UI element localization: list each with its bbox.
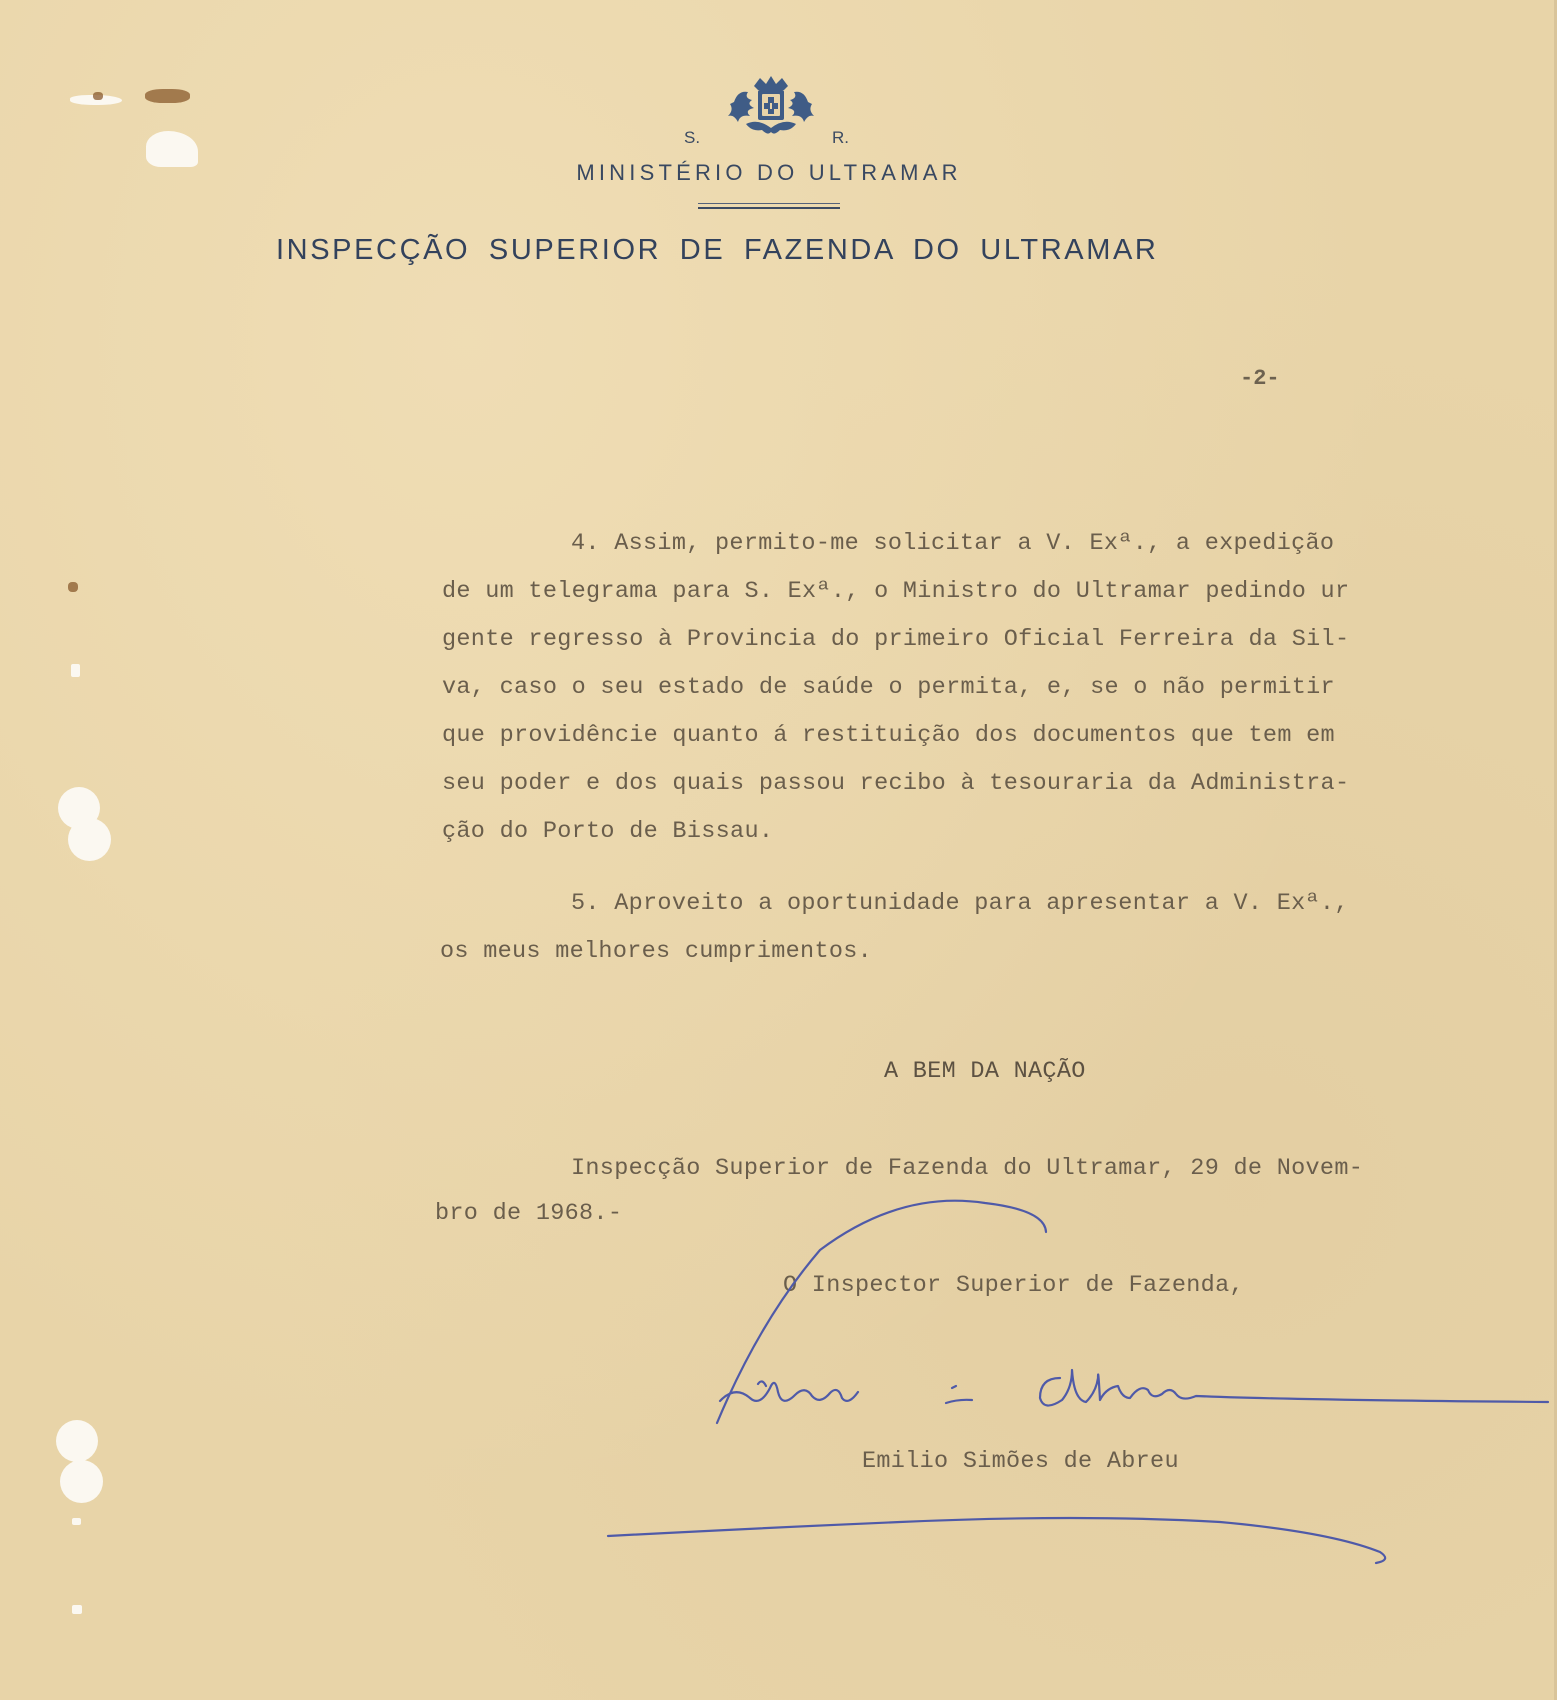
rust-stain: [145, 89, 190, 103]
signatory-title: O Inspector Superior de Fazenda,: [783, 1272, 1244, 1299]
paragraph-line: os meus melhores cumprimentos.: [440, 938, 873, 965]
signatory-name: Emilio Simões de Abreu: [862, 1448, 1179, 1475]
pin-hole: [72, 1605, 82, 1614]
page-number: -2-: [1240, 366, 1280, 391]
pin-hole: [72, 1518, 81, 1525]
letterhead-initial-s: S.: [684, 128, 701, 147]
department-name: INSPECÇÃO SUPERIOR DE FAZENDA DO ULTRAMAR: [276, 234, 1159, 266]
rust-spot: [68, 582, 78, 592]
punch-hole: [60, 1460, 103, 1503]
paragraph-line: que providêncie quanto á restituição dos documentos que tem em: [442, 722, 1335, 749]
pin-hole: [71, 664, 80, 677]
paragraph-line: de um telegrama para S. Exª., o Ministro do Ultramar pedindo ur: [442, 578, 1350, 605]
paragraph-line: 5. Aproveito a oportunidade para apresentar a V. Exª.,: [571, 890, 1349, 917]
paragraph-line: 4. Assim, permito-me solicitar a V. Exª., a expedição: [571, 530, 1335, 557]
paragraph-line: gente regresso à Provincia do primeiro Oficial Ferreira da Sil-: [442, 626, 1350, 653]
date-line: Inspecção Superior de Fazenda do Ultramar, 29 de Novem-: [571, 1155, 1364, 1182]
paragraph-line: va, caso o seu estado de saúde o permita, e, se o não permitir: [442, 674, 1335, 701]
rust-stain: [93, 92, 103, 100]
letterhead-rule: [698, 207, 840, 209]
paper-tear: [146, 131, 198, 167]
paragraph-line: ção do Porto de Bissau.: [442, 818, 774, 845]
paragraph-line: seu poder e dos quais passou recibo à tesouraria da Administra-: [442, 770, 1350, 797]
punch-hole: [68, 818, 111, 861]
ministry-name: MINISTÉRIO DO ULTRAMAR: [576, 160, 962, 185]
closing-motto: A BEM DA NAÇÃO: [884, 1058, 1086, 1085]
portuguese-coat-of-arms-icon: [724, 72, 818, 142]
letterhead-initial-r: R.: [832, 128, 849, 147]
letterhead-rule: [698, 203, 840, 204]
punch-hole: [56, 1420, 98, 1462]
date-line: bro de 1968.-: [435, 1200, 623, 1227]
